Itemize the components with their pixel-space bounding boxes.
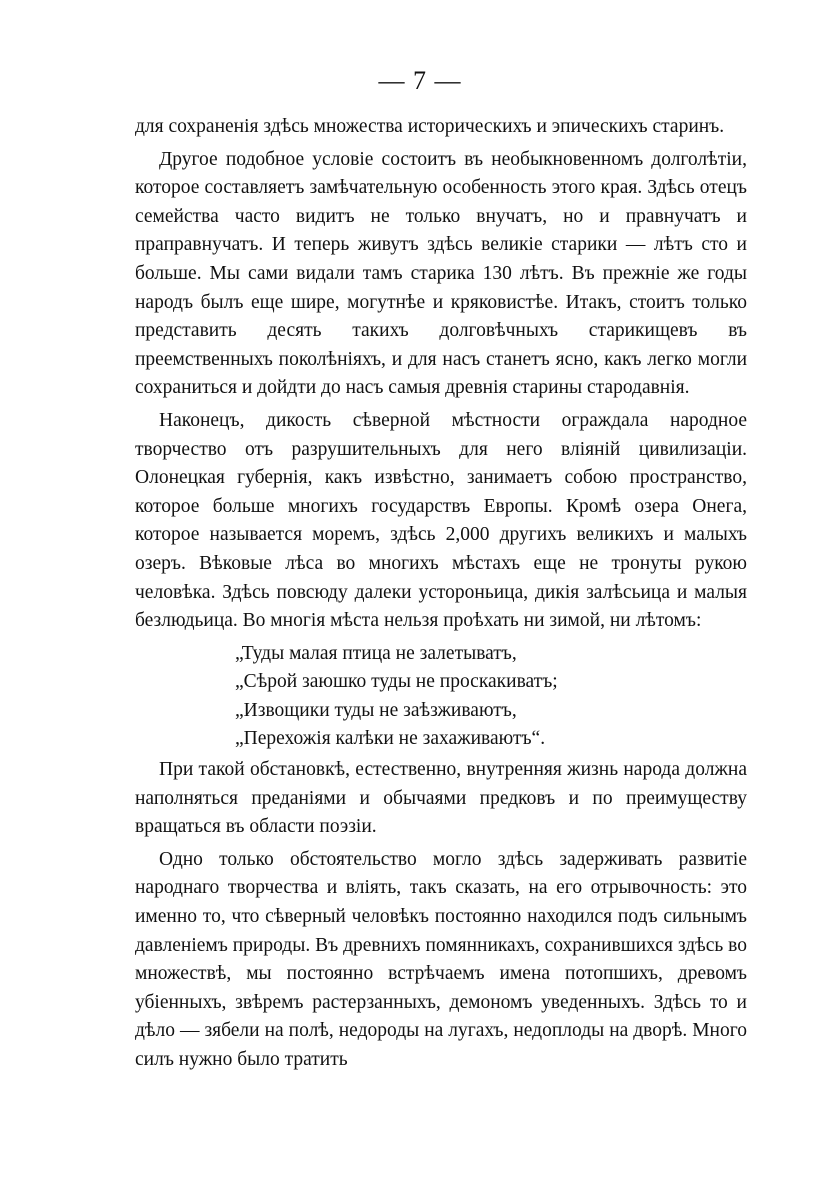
paragraph: Другое подобное условіе состоитъ въ необыкновенномъ долголѣтіи, которое составляетъ замѣчательную особенность этого края. Здѣсь отецъ семейства часто видитъ не только внучатъ, но и правнучатъ и праправнучатъ. И теперь живутъ здѣсь великіе старики — лѣтъ сто и больше. Мы сами видали тамъ старика 130 лѣтъ. Въ прежніе же годы народъ былъ еще шире, могутнѣе и кряковистѣе. Итакъ, стоитъ только представить десять такихъ долговѣчныхъ старикищевъ въ преемственныхъ поколѣніяхъ, и для насъ станетъ ясно, какъ легко могли сохраниться и дойдти до насъ самыя древнія старины стародавнія. [135,148,747,399]
paragraph: При такой обстановкѣ, естественно, внутренняя жизнь народа должна наполняться преданіями и обычаями предковъ и по преимуществу вращаться въ области поэзіи. [135,759,747,838]
page-number: — 7 — [378,66,462,95]
verse-line: „Сѣрой заюшко туды не проскакиватъ; [235,671,558,693]
verse-line: „Туды малая птица не залетыватъ, [235,642,517,664]
text-body [135,113,747,1079]
paragraph: Наконецъ, дикость сѣверной мѣстности ограждала народное творчество отъ разрушительныхъ для него вліяній цивилизаціи. Олонецкая губернія, какъ извѣстно, занимаетъ собою пространство, которое больше многихъ государствъ Европы. Кромѣ озера Онега, которое называется моремъ, здѣсь 2,000 другихъ великихъ и малыхъ озеръ. Вѣковые лѣса во многихъ мѣстахъ еще не тронуты рукою человѣка. Здѣсь повсюду далеки устороньица, дикія залѣсьица и малыя безлюдьица. Во многія мѣста нельзя проѣхать ни зимой, ни лѣтомъ: [135,409,747,632]
paragraph: Одно только обстоятельство могло здѣсь задерживать развитіе народнаго творчества и вліять, такъ сказать, на его отрывочность: это именно то, что сѣверный человѣкъ постоянно находился подъ сильнымъ давленіемъ природы. Въ древнихъ помянникахъ, сохранившихся здѣсь во множествѣ, мы постоянно встрѣчаемъ имена потопшихъ, древомъ убіенныхъ, звѣремъ растерзанныхъ, демономъ уведенныхъ. Здѣсь то и дѣло — зябели на полѣ, недороды на лугахъ, недоплоды на дворѣ. Много силъ нужно было тратить [135,848,747,1070]
verse-line: „Перехожія калѣки не захаживаютъ“. [235,728,546,750]
verse-line: „Извощики туды не заѣзживаютъ, [235,699,517,721]
paragraph: для сохраненія здѣсь множества историческихъ и эпическихъ старинъ. [135,116,725,137]
verse-quote [135,640,747,754]
